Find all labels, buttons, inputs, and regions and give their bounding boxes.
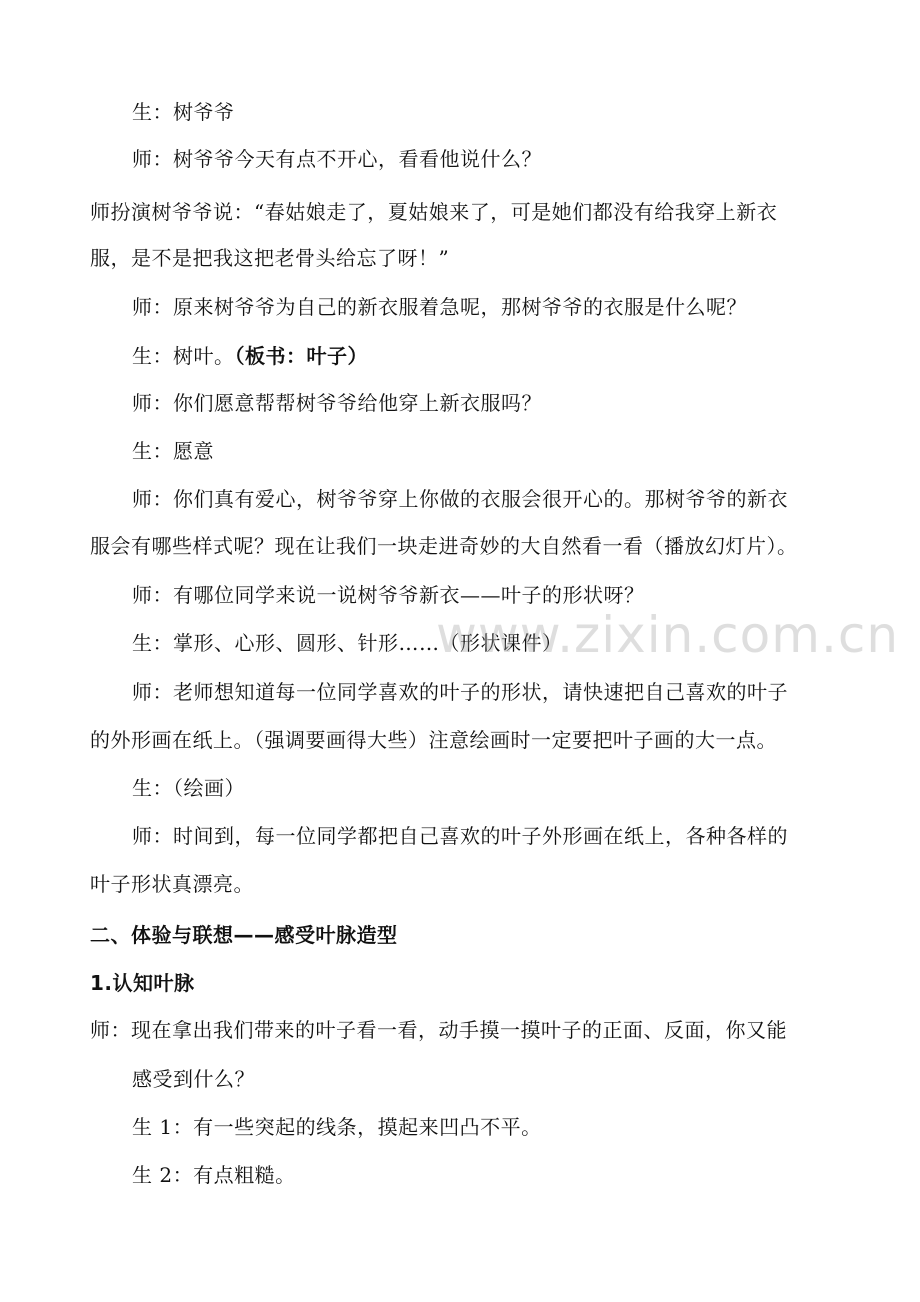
line-11: 师：有哪位同学来说一说树爷爷新衣——叶子的形状呀？ (132, 583, 645, 607)
line-12: 生：掌形、心形、圆形、针形……（形状课件） (132, 631, 563, 655)
line-16: 师：时间到，每一位同学都把自己喜欢的叶子外形画在纸上，各种各样的 (132, 824, 788, 848)
subsection-heading: 1.认知叶脉 (90, 971, 195, 995)
line-17: 叶子形状真漂亮。 (90, 872, 254, 896)
line-20: 师：现在拿出我们带来的叶子看一看，动手摸一摸叶子的正面、反面，你又能 (90, 1018, 787, 1042)
line-6 (132, 343, 368, 369)
line-15: 生：（绘画） (132, 776, 245, 800)
line-14: 的外形画在纸上。（强调要画得大些）注意绘画时一定要把叶子画的大一点。 (90, 728, 777, 752)
section-heading: 二、体验与联想——感受叶脉造型 (90, 923, 398, 947)
line-23: 生 2：有点粗糙。 (132, 1163, 296, 1187)
line-6-text: 生：树叶。 (132, 344, 235, 368)
line-3: 师扮演树爷爷说：“春姑娘走了，夏姑娘来了，可是她们都没有给我穿上新衣 (90, 200, 778, 224)
line-13: 师：老师想知道每一位同学喜欢的叶子的形状，请快速把自己喜欢的叶子 (132, 680, 788, 704)
watermark: www.zixin.com.cn (436, 606, 900, 664)
line-10: 服会有哪些样式呢？现在让我们一块走进奇妙的大自然看一看（播放幻灯片）。 (90, 534, 798, 558)
line-4: 服，是不是把我这把老骨头给忘了呀！” (90, 246, 450, 270)
line-21: 感受到什么？ (132, 1067, 255, 1091)
line-8: 生：愿意 (132, 439, 214, 463)
line-22: 生 1：有一些突起的线条，摸起来凹凸不平。 (132, 1115, 542, 1139)
line-1: 生：树爷爷 (132, 100, 235, 124)
board-note: （板书：叶子） (234, 344, 368, 368)
line-7: 师：你们愿意帮帮树爷爷给他穿上新衣服吗？ (132, 391, 542, 415)
line-9: 师：你们真有爱心，树爷爷穿上你做的衣服会很开心的。那树爷爷的新衣 (132, 487, 788, 511)
line-5: 师：原来树爷爷为自己的新衣服着急呢，那树爷爷的衣服是什么呢？ (132, 295, 747, 319)
line-2: 师：树爷爷今天有点不开心，看看他说什么？ (132, 147, 542, 171)
